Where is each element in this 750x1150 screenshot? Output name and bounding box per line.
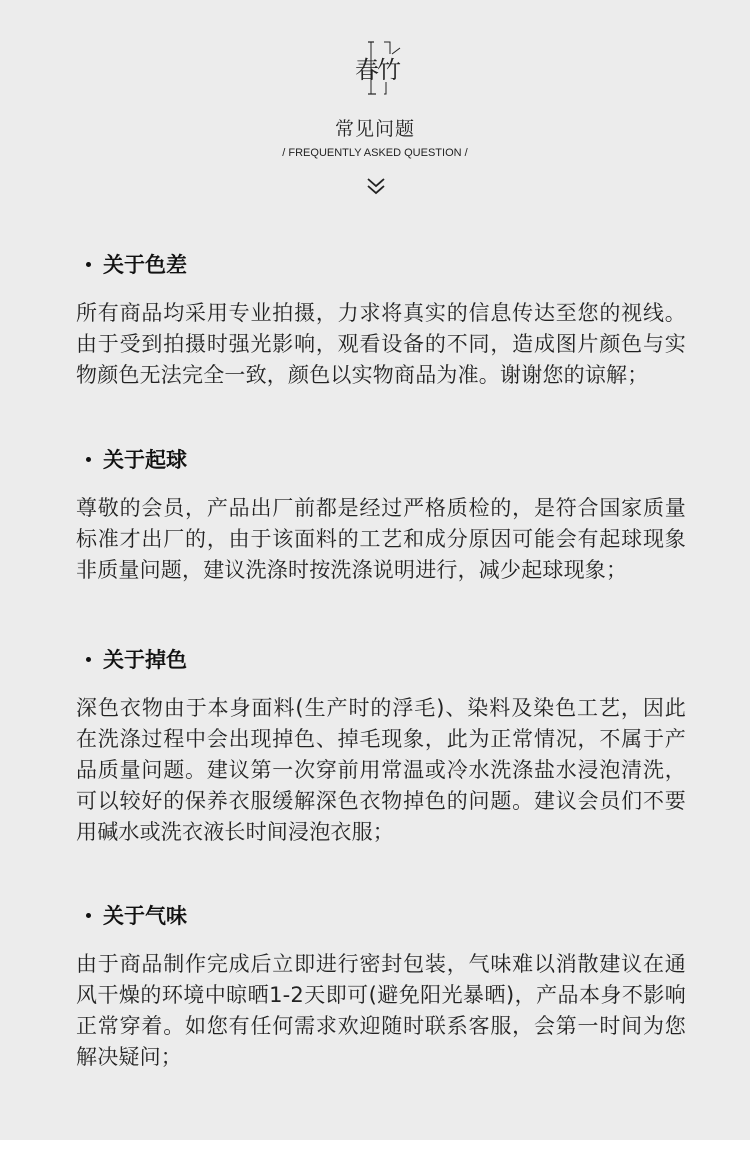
bullet-icon xyxy=(86,262,91,267)
section-title xyxy=(76,443,686,475)
section-title xyxy=(76,248,686,280)
section-body: 深色衣物由于本身面料(生产时的浮毛)、染料及染色工艺，因此在洗涤过程中会出现掉色、掉毛现象，此为正常情况，不属于产品质量问题。建议第一次穿前用常温或冷水洗涤盐水浸泡清洗，可以较好的保养衣服缓解深色衣物掉色的问题。建议会员们不要用碱水或洗衣液长时间浸泡衣服； xyxy=(76,696,686,844)
bullet-icon xyxy=(86,657,91,662)
section-body: 所有商品均采用专业拍摄，力求将真实的信息传达至您的视线。由于受到拍摄时强光影响，观看设备的不同，造成图片颜色与实物颜色无法完全一致，颜色以实物商品为准。谢谢您的谅解； xyxy=(76,301,686,387)
bullet-icon xyxy=(86,913,91,918)
section-title-text: 关于掉色 xyxy=(103,648,187,672)
section-title xyxy=(76,899,686,931)
double-chevron-down-icon xyxy=(366,176,386,196)
faq-section-color-difference xyxy=(76,248,686,391)
bullet-icon xyxy=(86,457,91,462)
page-subtitle: / FREQUENTLY ASKED QUESTION / xyxy=(282,147,468,159)
section-title-text: 关于起球 xyxy=(103,448,187,472)
section-title-text: 关于气味 xyxy=(103,904,187,928)
section-title-text: 关于色差 xyxy=(103,253,187,277)
section-title xyxy=(76,643,686,675)
brand-logo xyxy=(340,36,410,100)
section-body: 由于商品制作完成后立即进行密封包装，气味难以消散建议在通风干燥的环境中晾晒1-2天即可(避免阳光暴晒)，产品本身不影响正常穿着。如您有任何需求欢迎随时联系客服，会第一时间为您解决疑问； xyxy=(76,952,686,1069)
bottom-band xyxy=(0,1140,750,1150)
faq-section-pilling xyxy=(76,443,686,586)
section-body: 尊敬的会员，产品出厂前都是经过严格质检的，是符合国家质量标准才出厂的，由于该面料的工艺和成分原因可能会有起球现象非质量问题，建议洗涤时按洗涤说明进行，减少起球现象； xyxy=(76,496,686,582)
page-title: 常见问题 xyxy=(334,118,415,140)
faq-section-fading xyxy=(76,643,686,848)
faq-section-odor xyxy=(76,899,686,1073)
logo-text: 春竹 xyxy=(355,56,399,84)
